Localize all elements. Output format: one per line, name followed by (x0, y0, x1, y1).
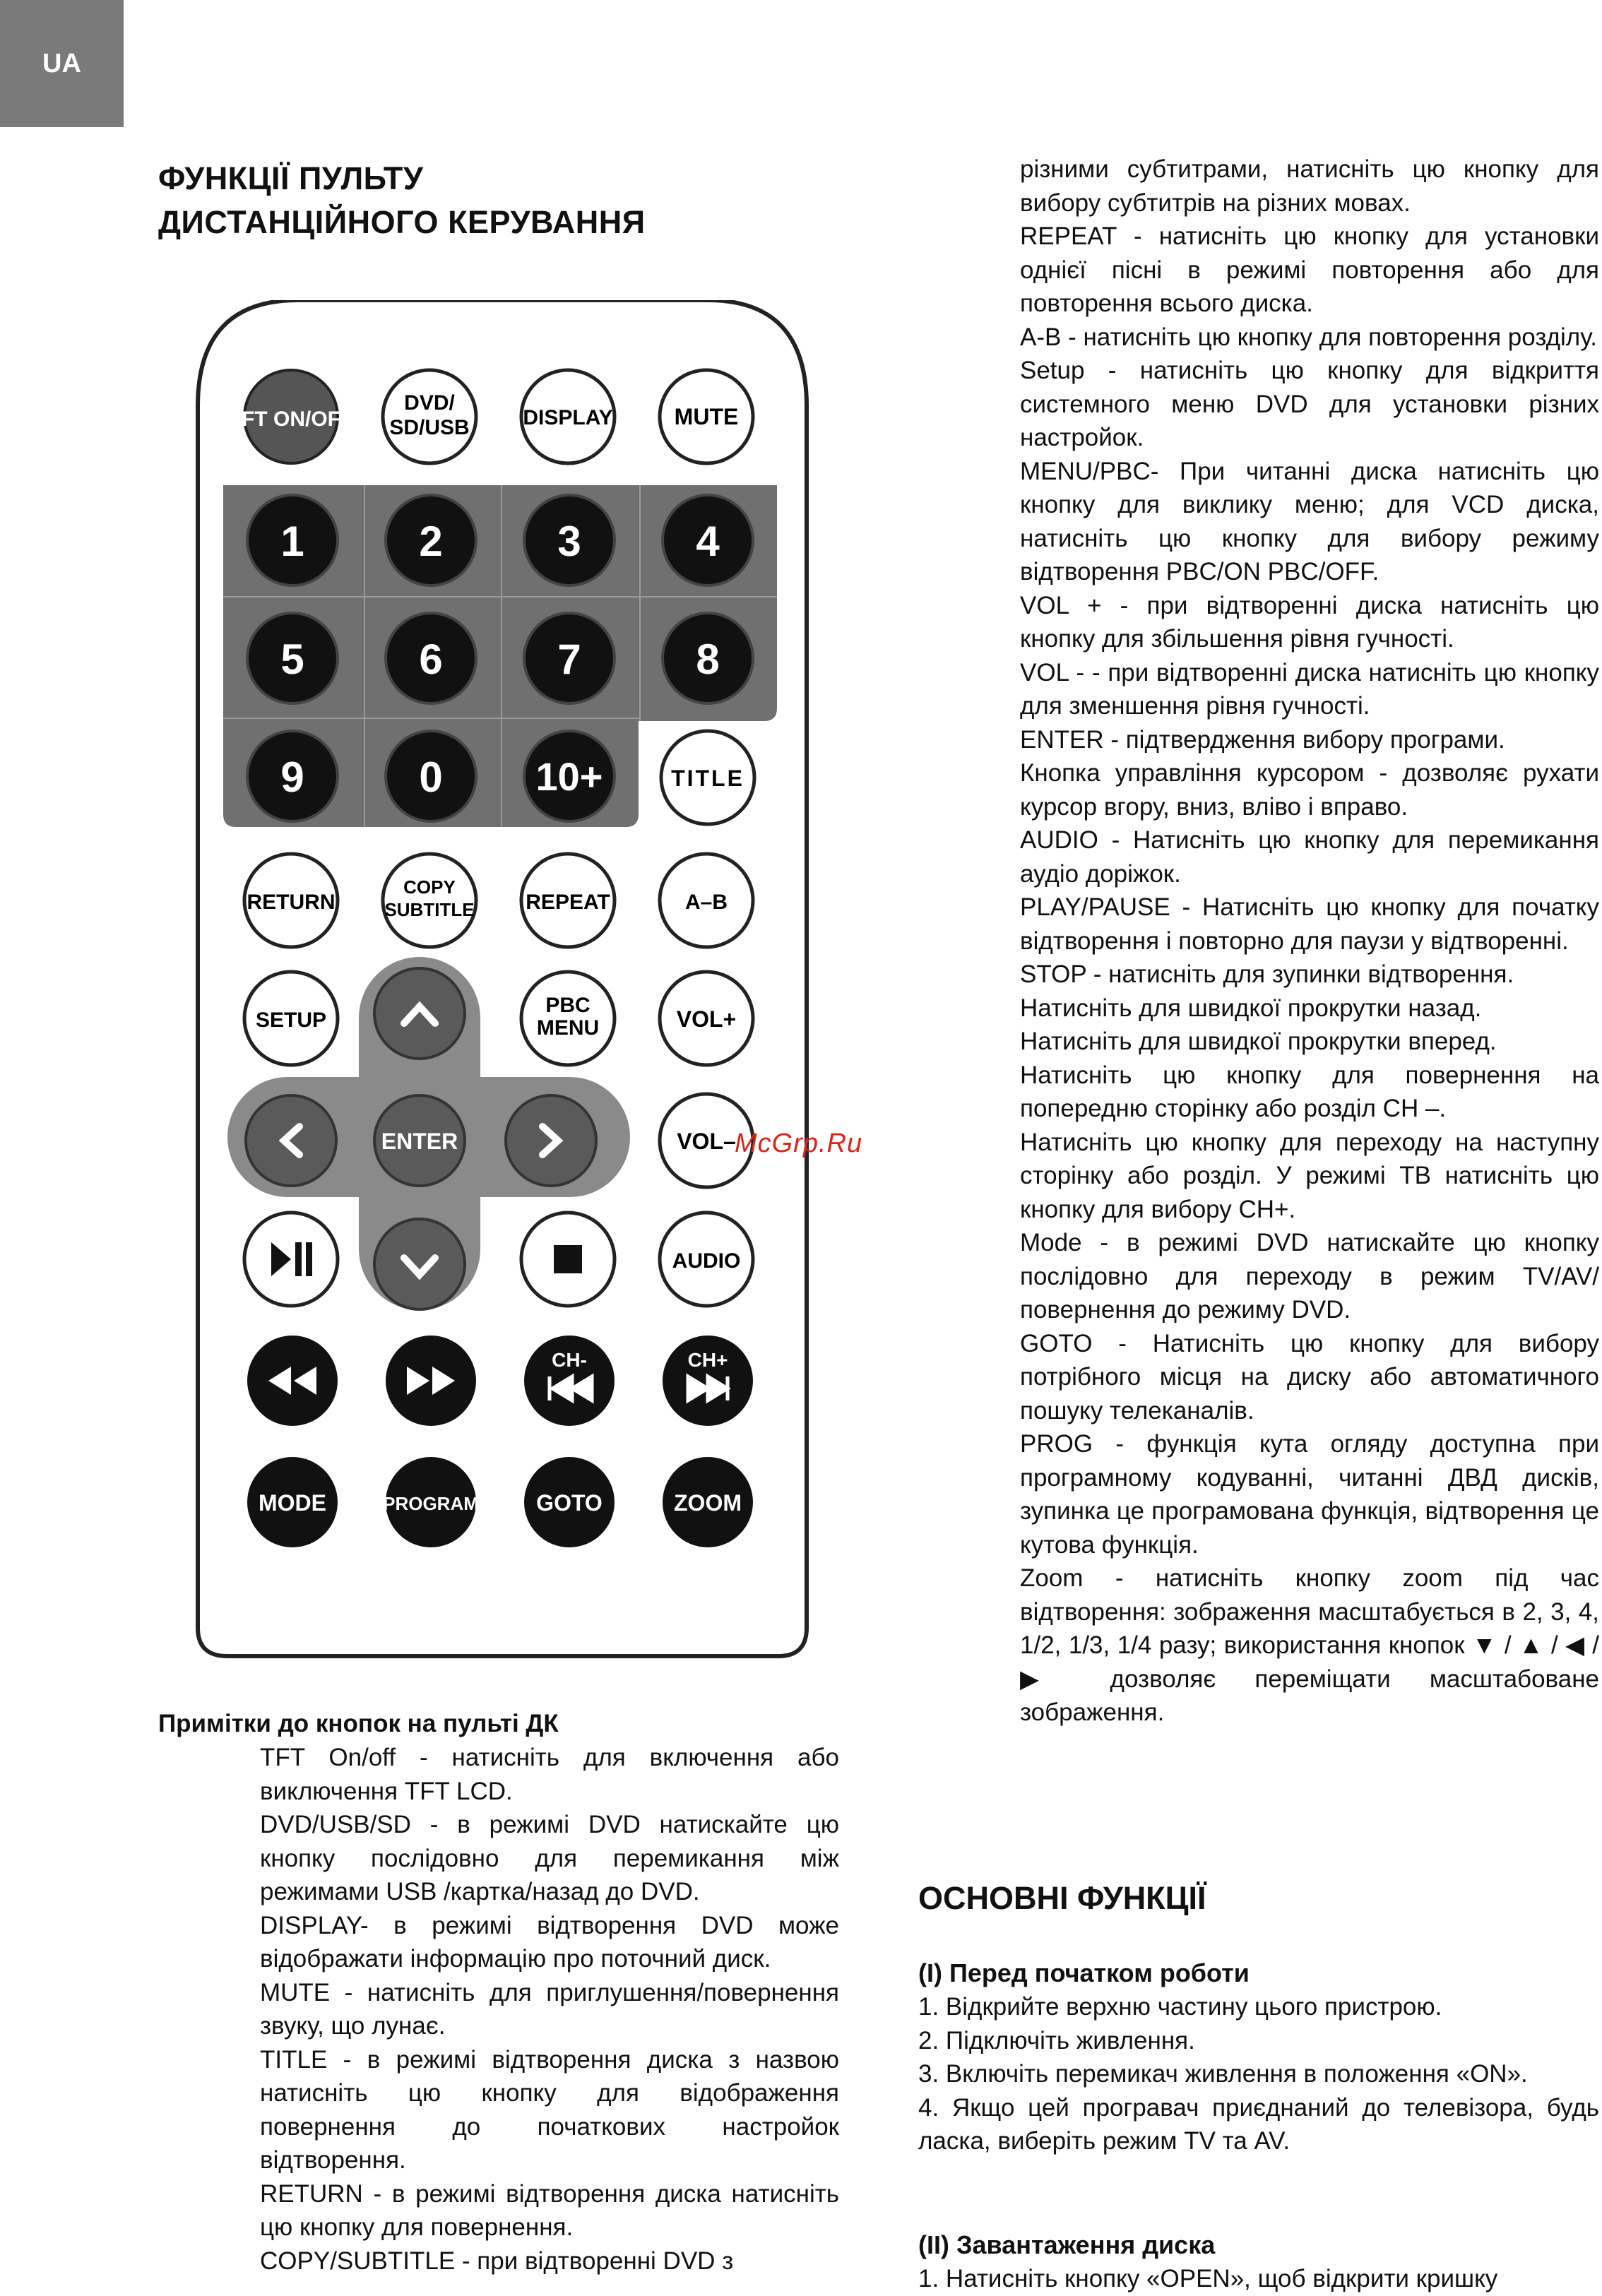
button-label: ZOOM (674, 1490, 742, 1516)
button-label: 6 (419, 636, 443, 683)
note-paragraph: Mode - в режимі DVD натискайте цю кнопку послідовно для переходу в режим TV/AV/повернення до режиму DVD. (1020, 1229, 1599, 1324)
dvd-sd-usb-button (383, 370, 476, 463)
note-paragraph: A-B - натисніть цю кнопку для повторення розділу. (1020, 323, 1597, 351)
note-paragraph: Кнопка управління курсором - дозволяє рухати курсор вгору, вниз, вліво і вправо. (1020, 759, 1599, 821)
note-paragraph: Натисніть для швидкої прокрутки вперед. (1020, 1028, 1497, 1055)
play-pause-button (244, 1213, 338, 1306)
button-label: 4 (696, 518, 720, 565)
repeat-button (521, 854, 615, 947)
notes-title: Примітки до кнопок на пульті ДК (158, 1710, 559, 1737)
dvd-label: DVD/ (404, 391, 455, 415)
digit-2-button (386, 495, 476, 585)
button-label: 1 (280, 518, 304, 565)
up-button (374, 968, 465, 1059)
step-item: 1. Натисніть кнопку «OPEN», щоб відкрити кришку (918, 2265, 1498, 2292)
right-button (506, 1095, 596, 1186)
button-label: GOTO (536, 1490, 603, 1516)
digit-4-button (663, 495, 753, 585)
main-functions-title: ОСНОВНІ ФУНКЦІЇ (918, 1880, 1206, 1916)
digit-5-button (247, 613, 338, 703)
note-paragraph: VOL - - при відтворенні диска натисніть цю кнопку для зменшення рівня гучності. (1020, 658, 1599, 720)
button-label: 8 (696, 636, 720, 683)
note-paragraph: DVD/USB/SD - в режимі DVD натискайте цю кнопку послідовно для перемикання між режимами USB /картка/назад до DVD. (260, 1811, 839, 1905)
page-title-line1: ФУНКЦІЇ ПУЛЬТУ (158, 160, 424, 196)
pbc-menu-button (521, 972, 615, 1065)
digit-10plus-button (524, 731, 615, 821)
note-paragraph: Натисніть для швидкої прокрутки назад. (1020, 994, 1482, 1022)
rewind-button (247, 1336, 338, 1426)
step-item: 3. Включіть перемикач живлення в положення «ON». (918, 2060, 1528, 2088)
button-label: PBC (545, 994, 591, 1017)
left-button (246, 1095, 336, 1186)
note-paragraph: Натисніть цю кнопку для повернення на попередню сторінку або розділ CH –. (1020, 1061, 1599, 1122)
button-label: 7 (557, 636, 581, 683)
note-paragraph: Натисніть цю кнопку для переходу на наступну сторінку або розділ. У режимі ТВ натисніть цю кнопку для вибору CH+. (1020, 1128, 1599, 1223)
page-title (158, 157, 646, 244)
note-paragraph: TFT On/off - натисніть для включення або виключення TFT LCD. (260, 1744, 839, 1805)
digit-9-button (247, 731, 338, 821)
note-paragraph: DISPLAY- в режимі відтворення DVD може відображати інформацію про поточний диск. (260, 1911, 839, 1973)
note-paragraph: GOTO - Натисніть цю кнопку для вибору потрібного місця на диску або автоматичного пошуку телеканалів. (1020, 1329, 1599, 1424)
note-paragraph: MUTE - натисніть для приглушення/повернення звуку, що лунає. (260, 1978, 839, 2040)
ch-minus-prev-button (524, 1336, 615, 1426)
button-label: 10+ (535, 754, 603, 799)
digit-0-button (386, 731, 476, 821)
watermark: McGrp.Ru (735, 1129, 863, 1158)
section-load-disc (918, 2228, 1599, 2296)
note-paragraph: MENU/PBC- При читанні диска натисніть цю кнопку для виклику меню; для VCD диска, натисніть цю кнопку для вибору режиму відтворення PBC/ON PBC/OFF. (1020, 457, 1599, 585)
button-label: VOL+ (676, 1006, 737, 1032)
setup-button (244, 972, 338, 1065)
note-paragraph: Zoom - натисніть кнопку zoom під час відтворення: зображення масштабується в 2, 3, 4, 1/2, 1/3, 1/4 разу; використання кнопок ▼ / ▲ / ◀ / ▶ дозволяє переміщати масштабоване зображення. (1020, 1564, 1599, 1726)
button-label: 0 (419, 754, 443, 801)
button-label: REPEAT (526, 891, 610, 914)
note-paragraph: PLAY/PAUSE - Натисніть цю кнопку для початку відтворення і повторно для паузи у відтворенні. (1020, 893, 1599, 955)
goto-button (524, 1457, 615, 1547)
button-label: PROGRAM (383, 1493, 479, 1514)
note-paragraph: різними субтитрами, натисніть цю кнопку для вибору субтитрів на різних мовах. (1020, 155, 1599, 217)
note-paragraph: PROG - функція кута огляду доступна при програмному кодуванні, читанні ДВД дисків, зупинка це програмована функція, відтворення це кутова функція. (1020, 1430, 1599, 1559)
stop-icon (554, 1245, 582, 1273)
ch-plus-next-button (663, 1336, 753, 1426)
section-title: (I) Перед початком роботи (918, 1958, 1250, 1987)
enter-button (374, 1095, 465, 1186)
digit-8-button (663, 613, 753, 703)
notes-left-column (260, 1741, 839, 2278)
step-item: 2. Підключіть живлення. (918, 2026, 1195, 2054)
digit-1-button (247, 495, 338, 585)
title-button (661, 731, 754, 824)
stop-button (521, 1213, 615, 1306)
digit-6-button (386, 613, 476, 703)
button-label: SETUP (255, 1009, 327, 1032)
note-paragraph: REPEAT - натисніть цю кнопку для установки однієї пісні в режимі повторення або для повторення всього диска. (1020, 222, 1599, 317)
display-label: DISPLAY (523, 406, 613, 429)
button-label: AUDIO (672, 1249, 741, 1273)
note-paragraph: RETURN - в режимі відтворення диска натисніть цю кнопку для повернення. (260, 2179, 839, 2241)
note-paragraph: VOL + - при відтворенні диска натисніть цю кнопку для збільшення рівня гучності. (1020, 591, 1599, 653)
button-label: ENTER (381, 1129, 458, 1154)
note-paragraph: ENTER - підтвердження вибору програми. (1020, 725, 1505, 754)
section-before-start (918, 1956, 1599, 2158)
return-button (244, 854, 338, 947)
audio-button (660, 1213, 753, 1306)
button-label: 2 (419, 518, 443, 565)
button-label: 5 (280, 636, 304, 683)
button-label: CH- (552, 1349, 587, 1371)
language-tab: UA (0, 0, 124, 127)
button-label: COPY (403, 876, 456, 898)
mute-label: MUTE (674, 404, 739, 429)
digit-3-button (524, 495, 615, 585)
display-button (521, 370, 615, 463)
copy-subtitle-button (383, 854, 476, 947)
note-paragraph: Setup - натисніть цю кнопку для відкриття системного меню DVD для установки різних настройок. (1020, 357, 1599, 451)
note-paragraph: TITLE - в режимі відтворення диска з назвою натисніть цю кнопку для відображення повернення до початкових настройок відтворення. (260, 2045, 839, 2174)
button-label: A–B (684, 891, 728, 914)
button-label: RETURN (247, 891, 336, 914)
mute-button (660, 370, 753, 463)
page-title-line2: ДИСТАНЦІЙНОГО КЕРУВАННЯ (158, 204, 646, 240)
fast-forward-button (386, 1336, 476, 1426)
button-label: 9 (280, 754, 304, 801)
note-paragraph: COPY/SUBTITLE - при відтворенні DVD з (260, 2247, 734, 2275)
button-label: CH+ (687, 1349, 728, 1371)
step-item: 4. Якщо цей програвач приєднаний до телевізора, будь ласка, виберіть режим TV та AV. (918, 2093, 1599, 2155)
button-label: MODE (259, 1490, 326, 1516)
note-paragraph: STOP - натисніть для зупинки відтворення. (1020, 960, 1514, 988)
remote-control-illustration (192, 300, 814, 1663)
button-label: MENU (536, 1016, 600, 1040)
zoom-button (663, 1457, 753, 1547)
sd-usb-label: SD/USB (389, 416, 470, 439)
tft-label: TFT ON/OFF (228, 408, 354, 431)
mode-button (247, 1457, 338, 1547)
a-b-button (660, 854, 753, 947)
notes-right-column (1020, 153, 1599, 1730)
section-title: (II) Завантаження диска (918, 2230, 1216, 2259)
vol-plus-button (660, 972, 753, 1065)
button-label: 3 (557, 518, 581, 565)
step-item: 1. Відкрийте верхню частину цього пристрою. (918, 1993, 1442, 2021)
button-label: TITLE (671, 766, 744, 791)
digit-7-button (524, 613, 615, 703)
down-button (374, 1219, 465, 1309)
button-label: SUBTITLE (384, 899, 475, 920)
note-paragraph: AUDIO - Натисніть цю кнопку для перемикання аудіо доріжок. (1020, 826, 1599, 888)
button-label: VOL– (677, 1129, 736, 1154)
